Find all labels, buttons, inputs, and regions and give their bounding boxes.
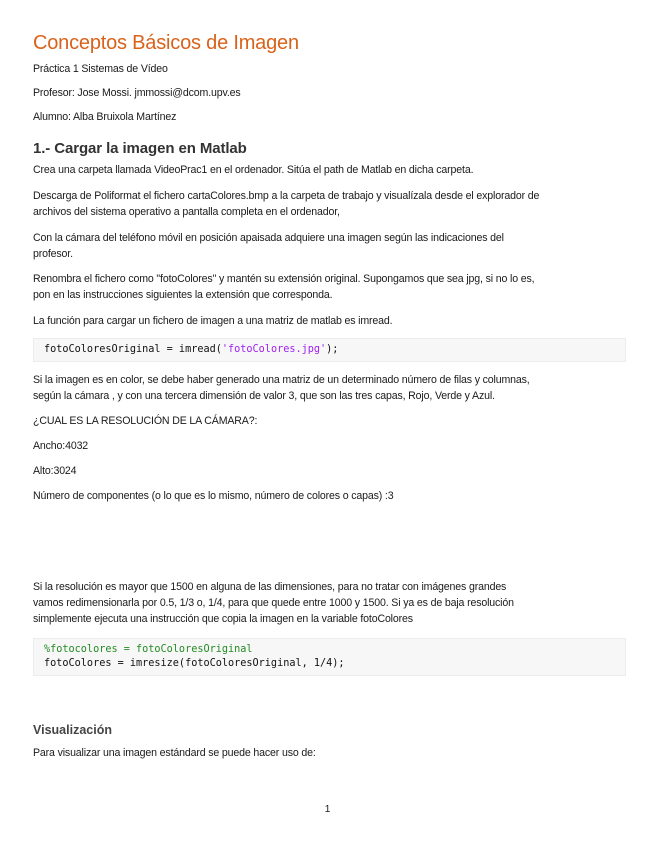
paragraph-color-line-1: Si la imagen es en color, se debe haber generado una matriz de un determinado número de filas y columnas, [33,374,530,386]
document-title: Conceptos Básicos de Imagen [33,32,299,54]
paragraph-rename-line-2: pon en las instrucciones siguientes la extensión que corresponda. [33,289,333,301]
paragraph-camera-line-2: profesor. [33,248,73,260]
course-line: Práctica 1 Sistemas de Vídeo [33,63,168,75]
student-line: Alumno: Alba Bruixola Martínez [33,111,177,123]
paragraph-camera-line-1: Con la cámara del teléfono móvil en posición apaisada adquiere una imagen según las indicaciones del [33,232,504,244]
page-number: 1 [324,803,331,815]
resolution-height: Alto:3024 [33,465,77,477]
section-heading-visualization: Visualización [33,723,112,737]
paragraph-imread: La función para cargar un fichero de imagen a una matriz de matlab es imread. [33,315,393,327]
paragraph-resize-line-2: vamos redimensionarla por 0.5, 1/3 o, 1/4, para que quede entre 1000 y 1500. Si ya es de baja resolución [33,597,514,609]
paragraph-create-folder: Crea una carpeta llamada VideoPrac1 en el ordenador. Sitúa el path de Matlab en dicha carpeta. [33,164,474,176]
paragraph-color-line-2: según la cámara , y con una tercera dimensión de valor 3, que son las tres capas, Rojo, Verde y Azul. [33,390,495,402]
components-count: Número de componentes (o lo que es lo mismo, número de colores o capas) :3 [33,490,394,502]
code-line-imresize: fotoColores = imresize(fotoColoresOriginal, 1/4); [44,658,345,669]
paragraph-download-line-1: Descarga de Poliformat el fichero cartaColores.bmp a la carpeta de trabajo y visualízala desde el explorador de [33,190,540,202]
paragraph-visualization: Para visualizar una imagen estándard se puede hacer uso de: [33,747,316,759]
code-line-imread [44,344,338,355]
code-string: 'fotoColores.jpg' [221,344,327,355]
code-text: fotoColoresOriginal = imread( [44,344,222,355]
section-heading-load-image: 1.- Cargar la imagen en Matlab [33,140,247,157]
code-block-imresize [33,638,626,676]
professor-line: Profesor: Jose Mossi. jmmossi@dcom.upv.es [33,87,241,99]
resolution-width: Ancho:4032 [33,440,89,452]
paragraph-resize-line-1: Si la resolución es mayor que 1500 en alguna de las dimensiones, para no tratar con imágenes grandes [33,581,507,593]
code-block-imread [33,338,626,362]
paragraph-resize-line-3: simplemente ejecuta una instrucción que copia la imagen en la variable fotoColores [33,613,413,625]
paragraph-download-line-2: archivos del sistema operativo a pantalla completa en el ordenador, [33,206,340,218]
resolution-question: ¿CUAL ES LA RESOLUCIÓN DE LA CÁMARA?: [33,415,258,427]
paragraph-rename-line-1: Renombra el fichero como "fotoColores" y mantén su extensión original. Supongamos que sea jpg, si no lo es, [33,273,535,285]
code-text: ); [326,344,339,355]
code-comment-line: %fotocolores = fotoColoresOriginal [44,644,253,655]
